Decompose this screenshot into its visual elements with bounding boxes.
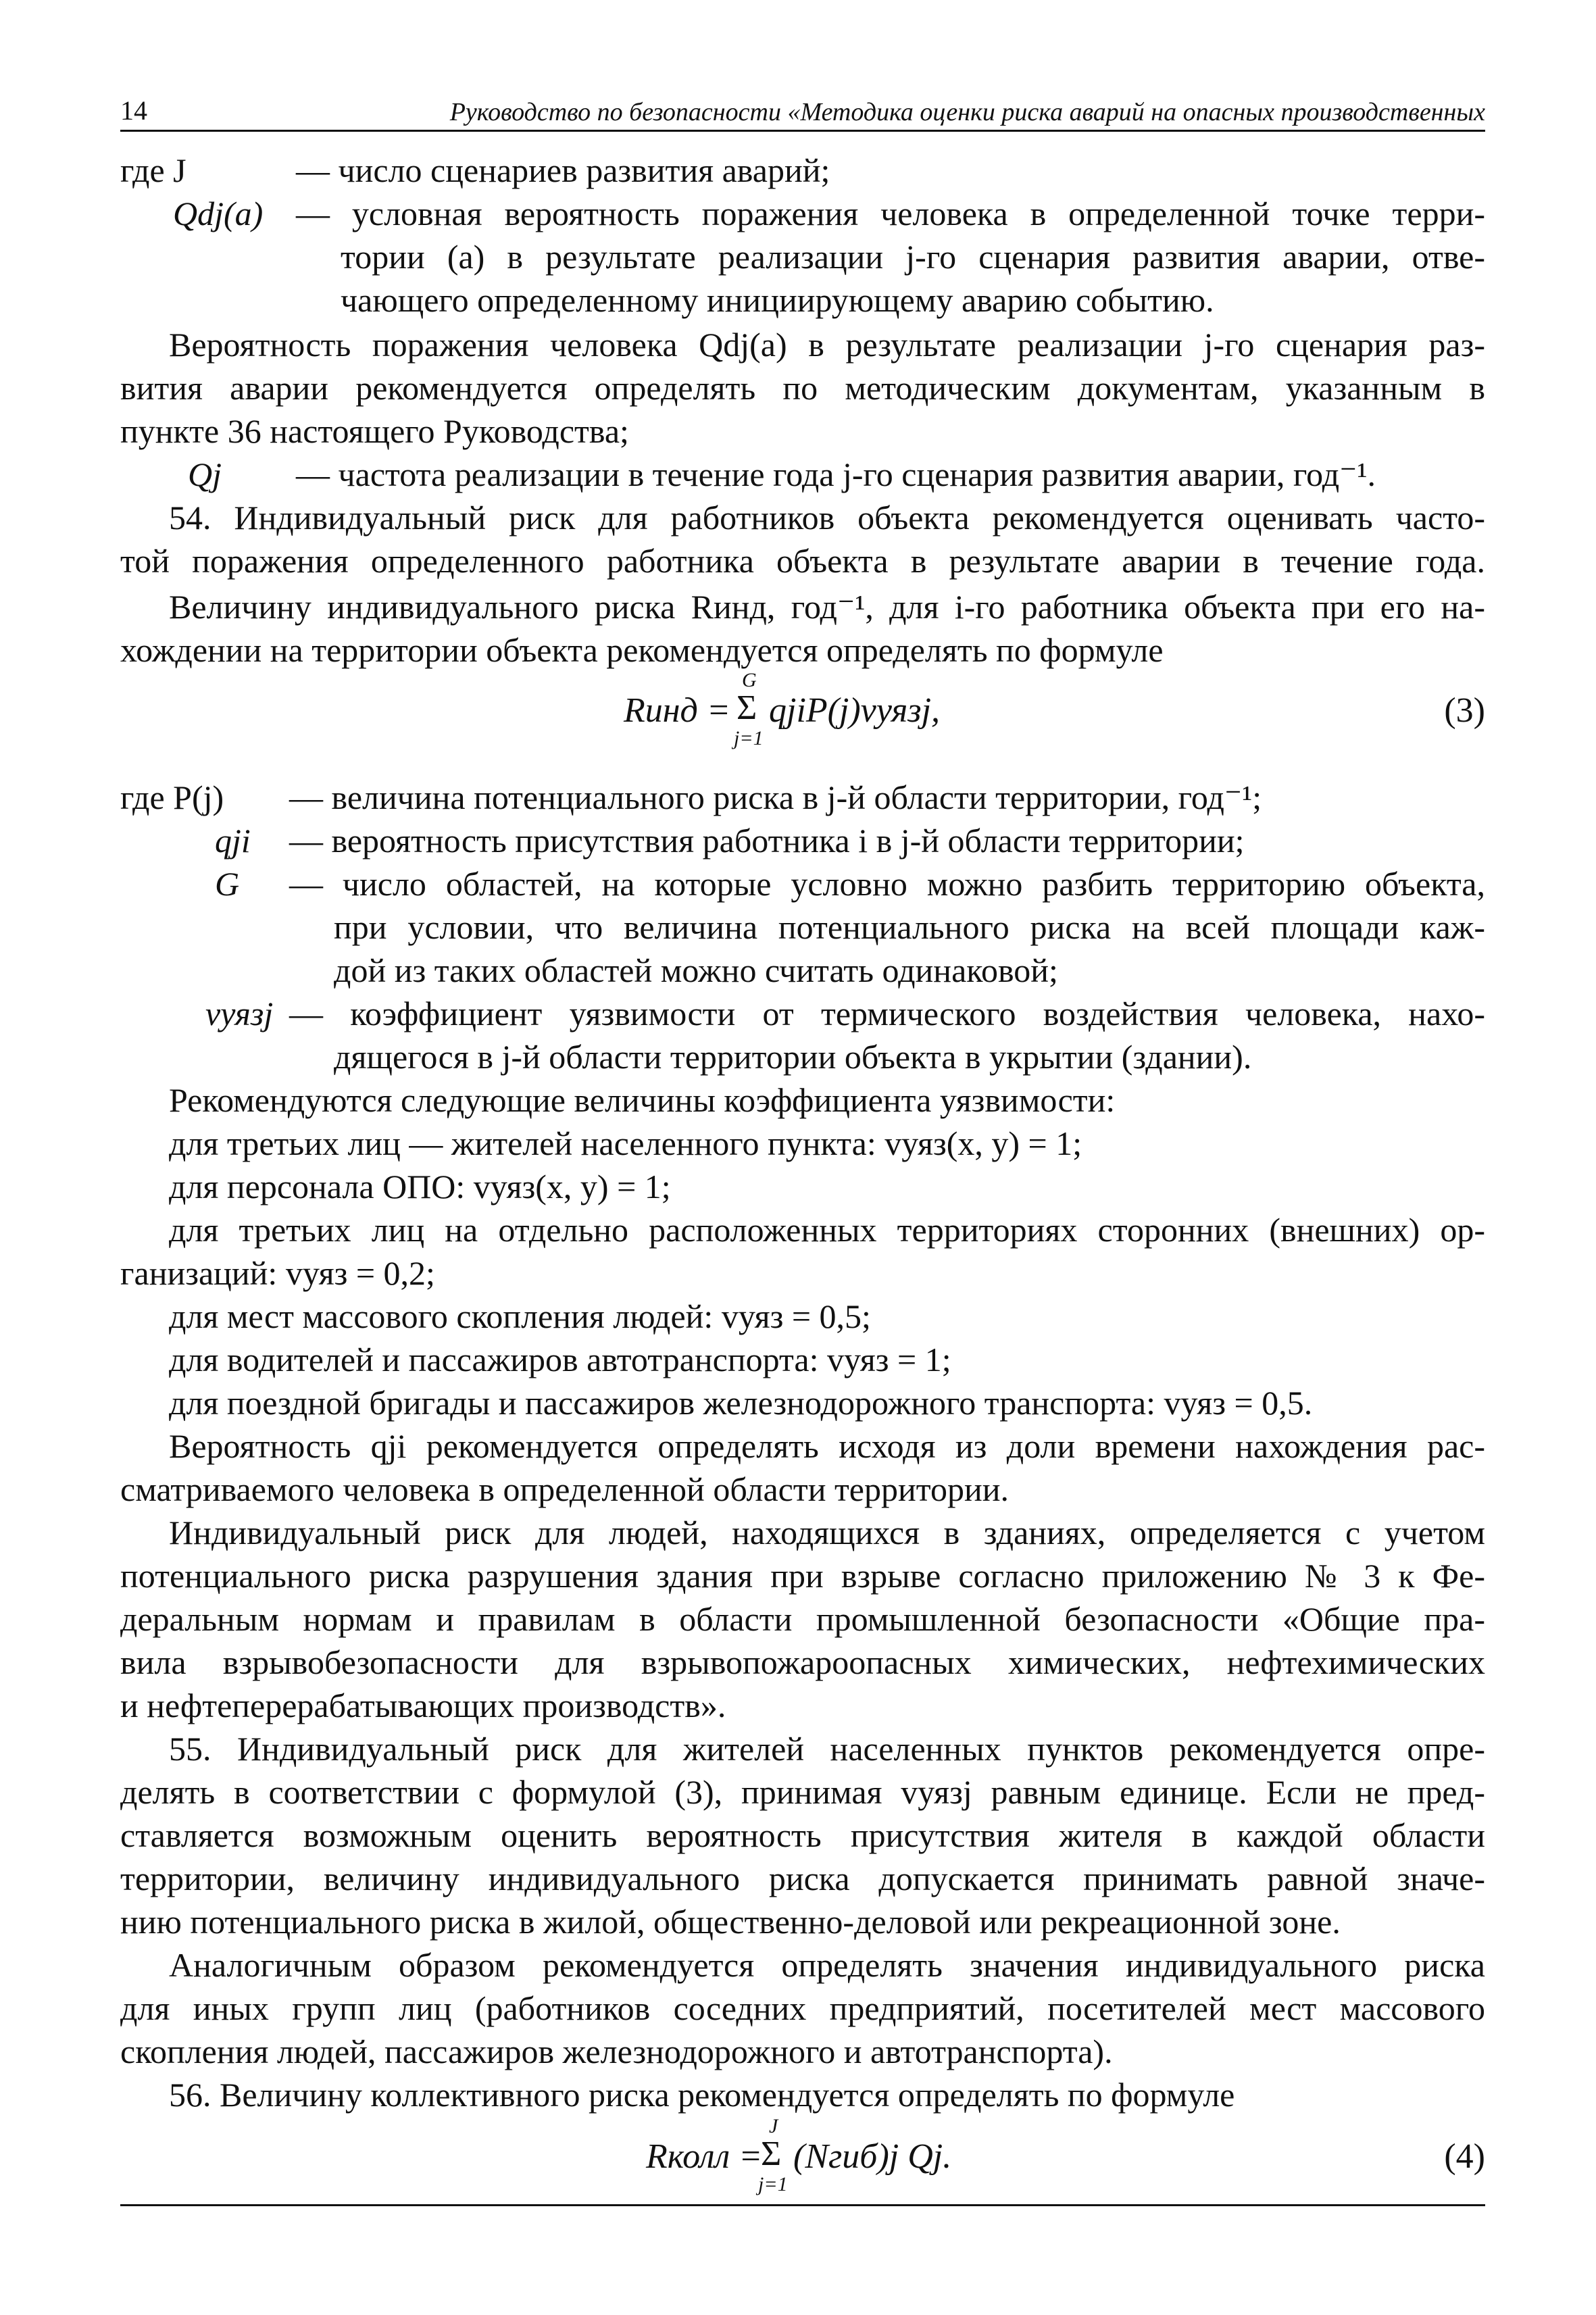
- sum-symbol: Σ: [737, 689, 757, 727]
- sum-upper-limit: J: [769, 2115, 778, 2137]
- sum-upper-limit: G: [742, 669, 757, 691]
- definition-line: при условии, что величина потенциального риска на всей площади каж-: [334, 908, 1485, 946]
- text-line: Величину индивидуального риска Rинд, год⁻¹, для i-го работника объекта при его на-: [169, 588, 1485, 626]
- text-line: Аналогичным образом рекомендуется определять значения индивидуального риска: [169, 1946, 1485, 1984]
- definition-text: [289, 992, 1485, 1078]
- paragraph-probability: [120, 323, 1485, 453]
- definition-line: дящегося в j-й области территории объекта в укрытии (здании).: [334, 1038, 1252, 1076]
- coefficient-list: [120, 1078, 1485, 1424]
- text-line: скопления людей, пассажиров железнодорожного и автотранспорта).: [120, 2033, 1113, 2070]
- list-item: для третьих лиц — жителей населенного пункта: vуяз(x, y) = 1;: [169, 1124, 1082, 1162]
- bottom-divider: [120, 2204, 1485, 2206]
- text-line: хождении на территории объекта рекомендуется определять по формуле: [120, 631, 1164, 669]
- definition-text: — частота реализации в течение года j-го сценария развития аварии, год⁻¹.: [296, 455, 1376, 493]
- text-line: ставляется возможным оценить вероятность присутствия жителя в каждой области: [120, 1816, 1485, 1854]
- definition-symbol: Qdj(a): [173, 195, 264, 232]
- text-line: делять в соответствии с формулой (3), принимая vуязj равным единице. Если не пред-: [120, 1773, 1485, 1811]
- definition-symbol: где P(j): [120, 778, 224, 816]
- definition-symbol: G: [215, 865, 240, 903]
- definition-line: — условная вероятность поражения человека в определенной точке терри-: [296, 195, 1485, 232]
- page-number: 14: [120, 95, 147, 126]
- paragraph-analogous: [120, 1943, 1485, 2073]
- definition-symbol: qji: [215, 822, 251, 860]
- text-line: Вероятность поражения человека Qdj(a) в результате реализации j-го сценария раз-: [169, 326, 1485, 364]
- text-line: территории, величину индивидуального риска допускается принимать равной значе-: [120, 1860, 1485, 1897]
- formula-lhs: Rколл =: [646, 2137, 763, 2176]
- text-line: сматриваемого человека в определенной области территории.: [120, 1470, 1009, 1508]
- definition-line: дой из таких областей можно считать одинаковой;: [334, 951, 1058, 989]
- formula-lhs: Rинд =: [624, 691, 730, 730]
- sum-symbol: Σ: [761, 2135, 782, 2173]
- definition-text: [296, 192, 1485, 322]
- text-line: Рекомендуются следующие величины коэффициента уязвимости:: [169, 1081, 1116, 1119]
- list-item: для водителей и пассажиров автотранспорта: vуяз = 1;: [169, 1341, 951, 1378]
- formula-rhs: (Nгиб)j Qj.: [793, 2137, 952, 2176]
- text-line: 54. Индивидуальный риск для работников объекта рекомендуется оценивать часто-: [169, 499, 1485, 537]
- text-line: пункте 36 настоящего Руководства;: [120, 412, 629, 450]
- formula-number: (3): [1444, 691, 1485, 730]
- definition-line: — число областей, на которые условно можно разбить территорию объекта,: [289, 865, 1485, 903]
- formula-4: [120, 2115, 1485, 2196]
- list-item: для третьих лиц на отдельно расположенных территориях сторонних (внешних) ор-: [169, 1211, 1485, 1249]
- paragraph-55: [120, 1727, 1485, 1943]
- text-line: 56. Величину коллективного риска рекомендуется определять по формуле: [169, 2076, 1235, 2114]
- paragraph-56: [120, 2073, 1485, 2116]
- sum-lower-limit: j=1: [734, 727, 764, 749]
- definition-text: — число сценариев развития аварий;: [296, 151, 830, 189]
- definition-text: — величина потенциального риска в j-й области территории, год⁻¹;: [289, 778, 1262, 816]
- definition-symbol: где J: [120, 151, 186, 189]
- list-item: для мест массового скопления людей: vуяз = 0,5;: [169, 1297, 871, 1335]
- definition-G: [120, 862, 1485, 992]
- text-line: 55. Индивидуальный риск для жителей населенных пунктов рекомендуется опре-: [169, 1730, 1485, 1768]
- formula-number: (4): [1444, 2137, 1485, 2176]
- text-line: деральным нормам и правилам в области промышленной безопасности «Общие пра-: [120, 1600, 1485, 1638]
- formula-rhs: qjiP(j)vуязj,: [769, 691, 941, 730]
- text-line: вила взрывобезопасности для взрывопожароопасных химических, нефтехимических: [120, 1643, 1485, 1681]
- definition-line: чающего определенному инициирующему аварию событию.: [341, 281, 1214, 319]
- paragraph-buildings: [120, 1511, 1485, 1727]
- sum-lower-limit: j=1: [758, 2173, 788, 2195]
- definition-symbol: vуязj: [205, 995, 274, 1032]
- list-item: для персонала ОПО: vуяз(x, y) = 1;: [169, 1168, 671, 1205]
- definition-text: [289, 862, 1485, 992]
- text-line: вития аварии рекомендуется определять по методическим документам, указанным в: [120, 369, 1485, 407]
- text-line: той поражения определенного работника объекта в результате аварии в течение года.: [120, 542, 1485, 580]
- definition-line: — коэффициент уязвимости от термического воздействия человека, нахо-: [289, 995, 1485, 1032]
- formula-3: [120, 669, 1485, 750]
- definition-symbol: Qj: [188, 455, 222, 493]
- definition-text: — вероятность присутствия работника i в j-й области территории;: [289, 822, 1245, 860]
- page-header: [120, 95, 1485, 132]
- definition-v: [120, 992, 1485, 1078]
- paragraph-qji: [120, 1424, 1485, 1511]
- text-line: для иных групп лиц (работников соседних предприятий, посетителей мест массового: [120, 1989, 1485, 2027]
- running-title: Руководство по безопасности «Методика оценки риска аварий на опасных производственных: [449, 98, 1485, 126]
- text-line: нию потенциального риска в жилой, общественно-деловой или рекреационной зоне.: [120, 1903, 1341, 1941]
- text-line: Вероятность qji рекомендуется определять исходя из доли времени нахождения рас-: [169, 1427, 1485, 1465]
- text-line: и нефтеперерабатывающих производств».: [120, 1687, 726, 1724]
- list-item: для поездной бригады и пассажиров железнодорожного транспорта: vуяз = 0,5.: [169, 1384, 1313, 1422]
- text-line: потенциального риска разрушения здания при взрыве согласно приложению № 3 к Фе-: [120, 1557, 1485, 1595]
- paragraph-individual-risk: [120, 585, 1485, 672]
- definition-line: тории (а) в результате реализации j-го сценария развития аварии, отве-: [341, 238, 1485, 276]
- text-line: Индивидуальный риск для людей, находящихся в зданиях, определяется с учетом: [169, 1514, 1485, 1551]
- definition-Qdj: [120, 192, 1485, 322]
- paragraph-54: [120, 496, 1485, 582]
- list-item: ганизаций: vуяз = 0,2;: [120, 1254, 435, 1292]
